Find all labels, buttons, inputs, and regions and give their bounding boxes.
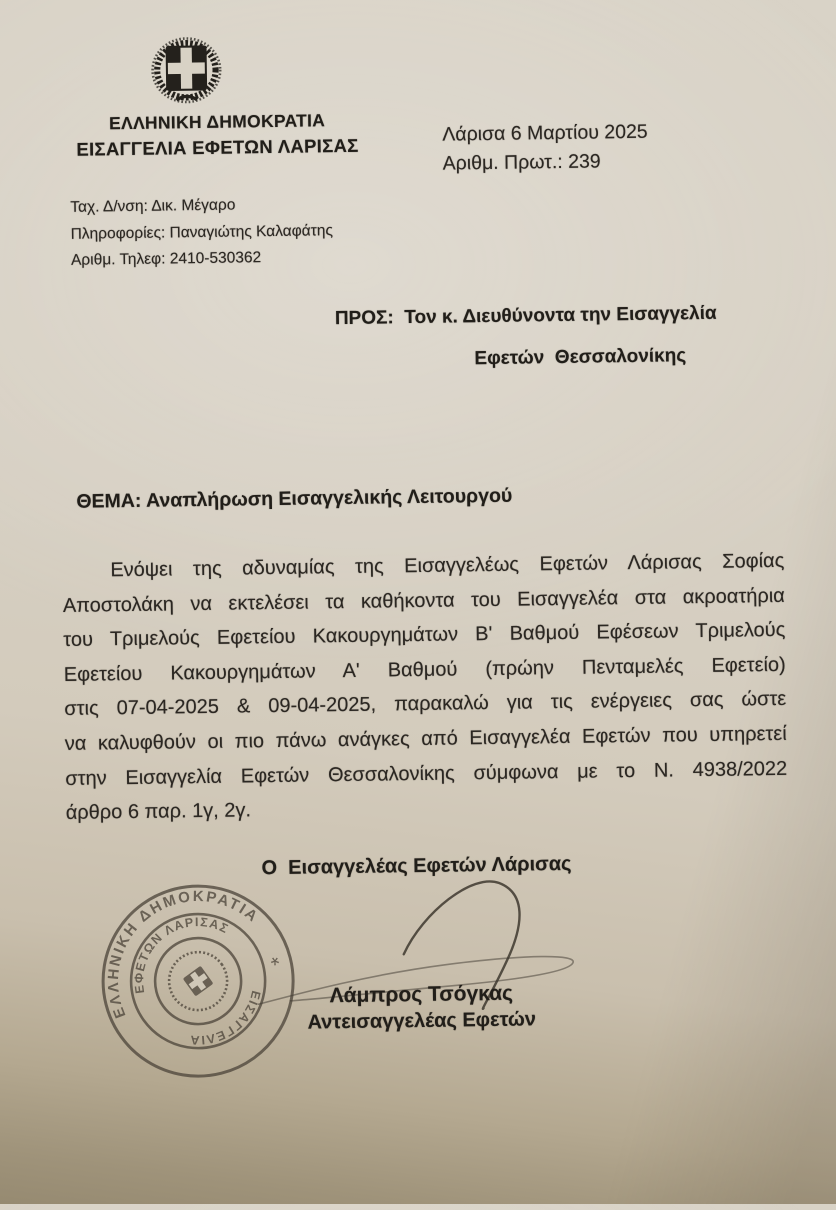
body-line: Εφετείου Κακουργημάτων Α' Βαθμού (πρώην Πενταμελές Εφετείο) [63, 653, 786, 686]
body-line: Ενόψει της αδυναμίας της Εισαγγελέως Εφετών Λάρισας Σοφίας [110, 549, 785, 582]
stamp-asterisk: * [266, 951, 288, 977]
stamp-inner-text-bottom: ΕΙΣΑΓΓΕΛΙΑ [188, 989, 264, 1048]
stamp-outer-text: ΕΛΛΗΝΙΚΗ ΔΗΜΟΚΡΑΤΙΑ [104, 888, 263, 1021]
contact-address: Ταχ. Δ/νση: Δικ. Μέγαρο [70, 196, 236, 216]
signer-name: Λάμπρος Τσόγκας [329, 981, 514, 1008]
body-line: στις 07-04-2025 & 09-04-2025, παρακαλώ για τις ενέργειες σας ώστε [64, 688, 787, 721]
body-line: να καλυφθούν οι πιο πάνω ανάγκες από Εισαγγελέα Εφετών που υπηρετεί [64, 722, 787, 755]
contact-phone: Αριθμ. Τηλεφ: 2410-530362 [70, 249, 262, 269]
signer-block [276, 981, 567, 1035]
signer-role: Αντεισαγγελέας Εφετών [307, 1008, 537, 1034]
contact-block [70, 191, 333, 274]
org-name-line2: ΕΙΣΑΓΓΕΛΙΑ ΕΦΕΤΩΝ ΛΑΡΙΣΑΣ [76, 134, 359, 160]
stamp-inner-text-top: ΕΦΕΤΩΝ ΛΑΡΙΣΑΣ [131, 915, 232, 995]
place-date: Λάρισα 6 Μαρτίου 2025 [442, 120, 648, 146]
body-line: άρθρο 6 παρ. 1γ, 2γ. [65, 799, 252, 825]
body-line: του Τριμελούς Εφετείου Κακουργημάτων Β' Βαθμού Εφέσεων Τριμελούς [63, 619, 786, 652]
protocol-number: Αριθμ. Πρωτ.: 239 [442, 150, 601, 175]
subject-line: ΘΕΜΑ: Αναπλήρωση Εισαγγελικής Λειτουργού [76, 484, 513, 513]
recipient-line2: Εφετών Θεσσαλονίκης [474, 345, 687, 370]
body-line: στην Εισαγγελία Εφετών Θεσσαλονίκης σύμφωνα με το Ν. 4938/2022 [65, 757, 788, 790]
recipient-line1: ΠΡΟΣ: Τον κ. Διευθύνοντα την Εισαγγελία [334, 302, 717, 330]
signer-title: Ο Εισαγγελέας Εφετών Λάρισας [261, 852, 572, 880]
date-block [442, 118, 648, 179]
body-line: Αποστολάκη να εκτελέσει τα καθήκοντα του Εισαγγελέα στα ακροατήρια [62, 584, 785, 617]
greek-coat-of-arms-icon [143, 25, 230, 110]
org-name-line1: ΕΛΛΗΝΙΚΗ ΔΗΜΟΚΡΑΤΙΑ [108, 110, 326, 134]
letter-body [62, 544, 788, 831]
contact-info-person: Πληροφορίες: Παναγιώτης Καλαφάτης [70, 221, 333, 243]
org-header [52, 106, 383, 163]
